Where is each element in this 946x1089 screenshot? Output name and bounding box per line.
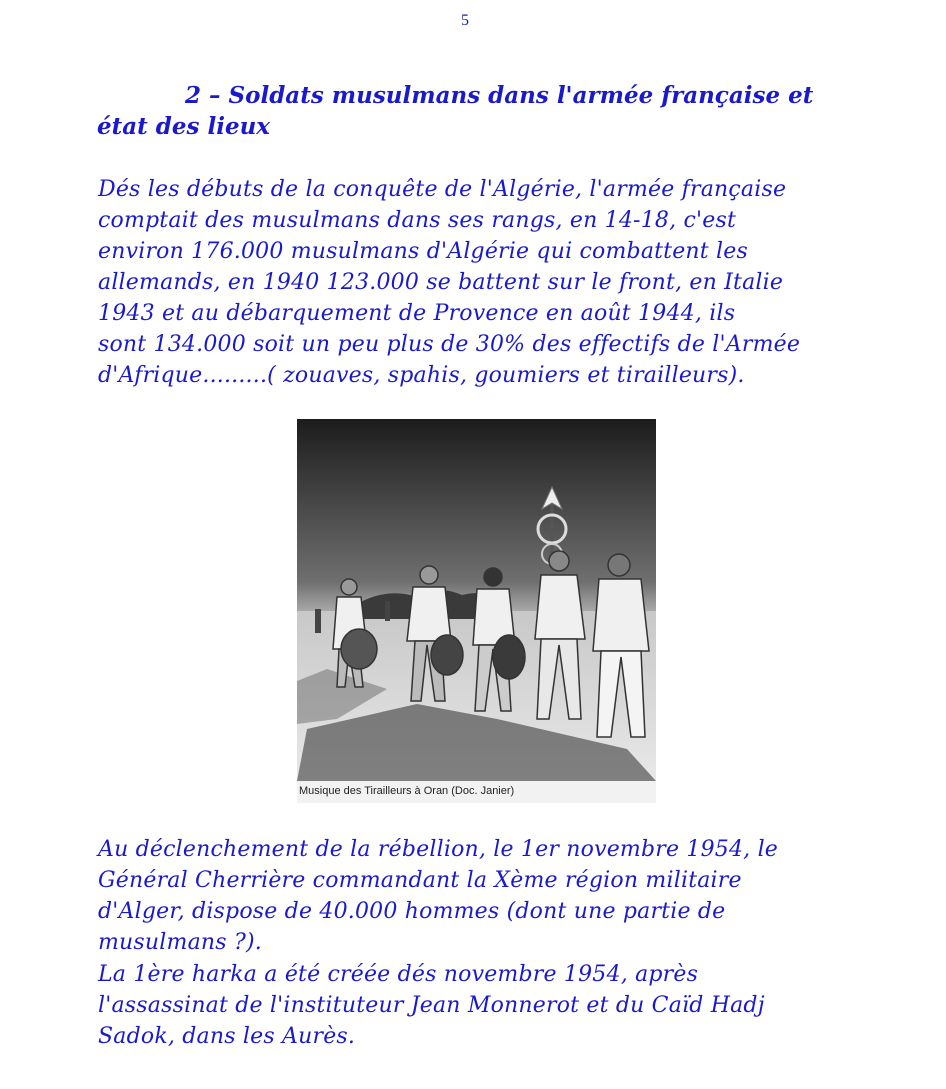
heading-line-2: état des lieux <box>97 113 271 140</box>
text-line: d'Alger, dispose de 40.000 hommes (dont une partie de <box>98 899 726 924</box>
text-line: 1943 et au débarquement de Provence en août 1944, ils <box>98 301 736 326</box>
paragraph-harka <box>98 959 898 1052</box>
text-line: sont 134.000 soit un peu plus de 30% des effectifs de l'Armée <box>98 332 801 357</box>
text-line: Au déclenchement de la rébellion, le 1er novembre 1954, le <box>98 837 779 862</box>
text-line: musulmans ?). <box>98 930 262 955</box>
text-line: comptait des musulmans dans ses rangs, en 14-18, c'est <box>98 208 736 233</box>
paragraph-intro <box>98 174 888 391</box>
text-line: environ 176.000 musulmans d'Algérie qui combattent les <box>98 239 748 264</box>
marching-band-photo <box>297 419 656 781</box>
section-heading <box>97 80 837 142</box>
page-number: 5 <box>461 12 469 29</box>
text-line: La 1ère harka a été créée dés novembre 1954, après <box>98 962 699 987</box>
text-line: Général Cherrière commandant la Xème région militaire <box>98 868 742 893</box>
text-line: allemands, en 1940 123.000 se battent sur le front, en Italie <box>98 270 784 295</box>
paragraph-rebellion <box>98 834 898 958</box>
photo-figure <box>297 419 656 803</box>
text-line: Sadok, dans les Aurès. <box>98 1024 356 1049</box>
text-line: Dés les débuts de la conquête de l'Algérie, l'armée française <box>98 177 787 202</box>
text-line: l'assassinat de l'instituteur Jean Monnerot et du Caïd Hadj <box>98 993 765 1018</box>
heading-line-1: 2 – Soldats musulmans dans l'armée française et <box>185 82 814 109</box>
text-line: d'Afrique.........( zouaves, spahis, goumiers et tirailleurs). <box>98 363 745 388</box>
photo-caption: Musique des Tirailleurs à Oran (Doc. Janier) <box>299 785 515 797</box>
